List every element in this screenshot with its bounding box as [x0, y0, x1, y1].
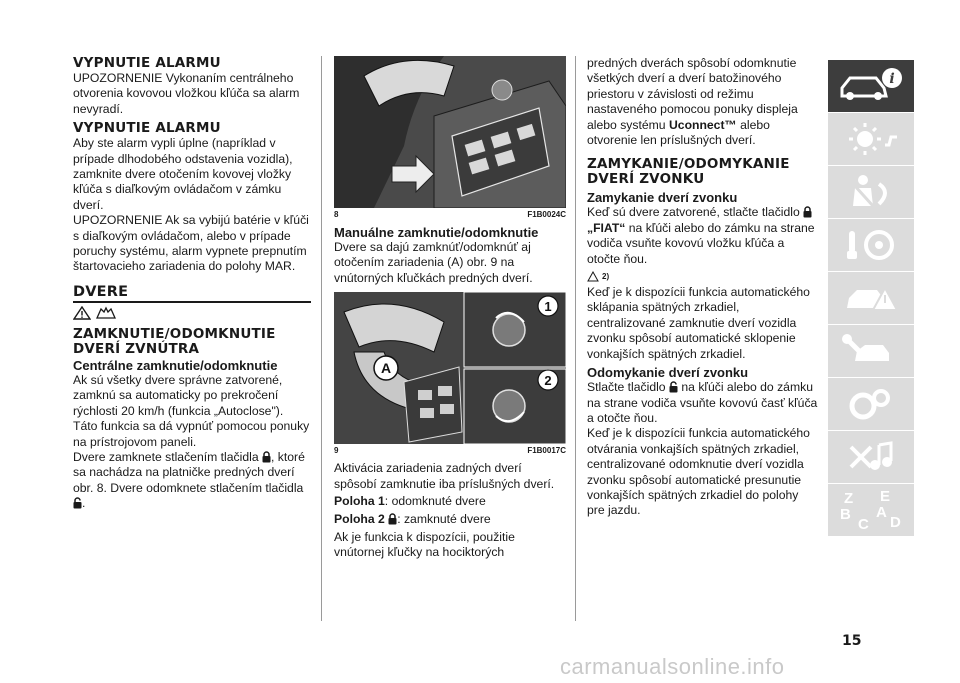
index-letter-e: E [880, 488, 891, 505]
figure-8-number: 8 [334, 210, 339, 219]
figure-9-code: F1B0017C [527, 446, 566, 456]
text-position-1 [334, 494, 566, 509]
figure-9-door-handle [334, 292, 566, 444]
tab-starting-driving[interactable] [828, 219, 914, 271]
tab-warnings[interactable] [828, 272, 914, 324]
tab-dashboard-lights[interactable] [828, 113, 914, 165]
column-divider-2 [575, 56, 576, 621]
text-lock-buttons-a: Dvere zamknete stlačením tlačidla [73, 449, 259, 464]
uconnect-label: Uconnect™ [668, 117, 737, 132]
index-letter-z: Z [844, 490, 854, 507]
watermark: carmanualsonline.info [560, 654, 785, 679]
text-autoclose: Ak sú všetky dvere správne zatvorené, zamknú sa automaticky po prekročení rýchlosti 20 km/h (funkcia „Autoclose"). [73, 372, 284, 418]
tab-car-info[interactable] [828, 60, 914, 112]
warning-triangle-icon [73, 306, 91, 320]
lock-closed-icon [262, 451, 271, 463]
car-info-icon [836, 66, 906, 106]
index-letter-b: B [840, 506, 851, 523]
lock-closed-icon [803, 206, 812, 218]
subheading-lock-outside: Zamykanie dverí zvonku [587, 190, 738, 206]
note-reference [587, 267, 819, 285]
position-2-label: Poloha 2 [334, 512, 385, 527]
section-warning-icons [73, 306, 311, 324]
text-inner-handle: Ak je funkcia k dispozícii, použitie vnútornej kľučky na hociktorých [334, 529, 515, 560]
svg-text:i: i [889, 71, 895, 87]
position-1-label: Poloha 1 [334, 494, 385, 509]
index-letters-icon [836, 487, 906, 533]
heading-lock-inside: ZAMKNUTIE/ODOMKNUTIE DVERÍ ZVNÚTRA [73, 325, 276, 357]
multimedia-icon [841, 437, 901, 477]
figure-9-number: 9 [334, 446, 339, 456]
heading-alarm-off-1: VYPNUTIE ALARMU [73, 55, 221, 71]
index-letter-c: C [858, 516, 869, 533]
tab-maintenance[interactable] [828, 378, 914, 430]
fiat-button-label: „FIAT“ [587, 220, 626, 235]
subheading-central-lock: Centrálne zamknutie/odomknutie [73, 357, 278, 373]
text-front-doors-unlock [587, 56, 819, 148]
car-warning-icon [841, 278, 901, 318]
subheading-manual-lock: Manuálne zamknutie/odomknutie [334, 225, 539, 240]
wrench-car-icon [841, 331, 901, 371]
hand-book-icon [95, 306, 117, 320]
text-lock-outside-a: Keď sú dvere zatvorené, stlačte tlačidlo [587, 205, 800, 220]
column-middle [334, 56, 566, 561]
text-alarm-off: Aby ste alarm vypli úplne (napríklad v prípade dlhodobého odstavenia vozidla), zamknite dvere otočením kovovej vložky kľúča s diaľkovým ovládačom v zámku dverí. [73, 136, 293, 212]
figure-8-caption [334, 210, 566, 219]
column-divider-1 [321, 56, 322, 621]
lock-closed-icon [388, 513, 397, 525]
index-letter-a: A [876, 504, 887, 521]
tab-multimedia[interactable] [828, 431, 914, 483]
text-unlock-outside [587, 380, 819, 426]
note-battery: UPOZORNENIE Ak sa vybijú batérie v kľúči s diaľkovým ovládačom, alebo v prípade poruchy systému, alarm vypnete prepnutím štartovacieho zariadenia do polohy MAR. [73, 213, 309, 274]
figure-8-code: F1B0024C [527, 210, 566, 219]
tab-safety[interactable] [828, 166, 914, 218]
seatbelt-airbag-icon [841, 172, 901, 212]
text-mirrors-fold: Keď je k dispozícii funkcia automatického sklápania spätných zrkadiel, centralizované zamknutie dverí vozidla zvonku spôsobí automatické sklopenie vonkajších spätných zrkadiel. [587, 285, 810, 361]
column-left [73, 56, 311, 512]
page-number: 15 [842, 633, 862, 649]
position-1-text: : odomknuté dvere [384, 494, 486, 509]
position-2-text: : zamknuté dvere [397, 512, 491, 527]
section-rule [73, 301, 311, 303]
text-lock-outside [587, 205, 819, 267]
text-lock-buttons-c: . [82, 496, 86, 511]
figure-9-label-a: A [380, 360, 392, 377]
tab-emergency[interactable] [828, 325, 914, 377]
text-front-doors-a: predných dverách spôsobí odomknutie všetkých dverí a dverí batožinového priestoru v závislosti od režimu nastaveného pomocou ponuky displeja alebo systému [587, 56, 798, 132]
figure-8-door-panel [334, 56, 566, 208]
column-right [587, 56, 819, 519]
text-mirrors-unfold: Keď je k dispozícii funkcia automatického otvárania vonkajších spätných zrkadiel, centralizované odomknutie dverí vozidla zvonku spôsobí automatické presunutie vonkajších spätných zrkadiel do polohy pre jazdu. [587, 426, 810, 518]
text-lock-buttons [73, 450, 311, 512]
figure-9-caption [334, 446, 566, 455]
text-position-2 [334, 512, 566, 527]
subheading-unlock-outside: Odomykanie dverí zvonku [587, 365, 749, 381]
technical-data-icon [841, 384, 901, 424]
text-unlock-outside-a: Stlačte tlačidlo [587, 380, 666, 395]
door-handle-illustration [334, 292, 566, 444]
chapter-tabs [828, 60, 914, 537]
key-steering-icon [841, 225, 901, 265]
heading-lock-outside: ZAMYKANIE/ODOMYKANIE DVERÍ ZVONKU [587, 156, 790, 188]
heading-alarm-off-2: VYPNUTIE ALARMU [73, 120, 221, 137]
text-lock-buttons-b: , ktoré sa nachádza na platničke predných dverí obr. 8. Dvere odomknete stlačením tlačidla [73, 449, 305, 495]
door-panel-illustration [334, 56, 566, 208]
text-manual-lock: Dvere sa dajú zamknúť/odomknúť aj otočením zariadenia (A) obr. 9 na vnútorných kľučkách predných dverí. [334, 240, 533, 285]
lock-open-icon [73, 497, 82, 509]
section-title-doors: DVERE [73, 283, 129, 300]
index-letter-d: D [890, 514, 901, 531]
text-unlock-outside-b: na kľúči alebo do zámku na strane vodiča vsuňte kovovú časť kľúča a otočte ňou. [587, 380, 818, 425]
note-alarm-central: UPOZORNENIE Vykonaním centrálneho otvorenia kovovou vložkou kľúča sa alarm nevyradí. [73, 71, 300, 116]
text-autoclose-off: Táto funkcia sa dá vypnúť pomocou ponuky na prístrojovom paneli. [73, 419, 310, 449]
warning-triangle-icon [587, 271, 599, 282]
tab-index[interactable] [828, 484, 914, 536]
text-lock-outside-b: na kľúči alebo do zámku na strane vodiča vsuňte kovovú vložku kľúča a otočte ňou. [587, 220, 815, 266]
lock-open-icon [669, 381, 678, 393]
text-front-doors-b: alebo otvorenie len príslušných dverí. [587, 117, 770, 148]
note-number: 2) [602, 271, 610, 281]
figure-9-label-1: 1 [544, 299, 552, 315]
figure-9-label-2: 2 [544, 373, 552, 389]
dashboard-lights-icon [841, 119, 901, 159]
text-rear-doors: Aktivácia zariadenia zadných dverí spôsobí zamknutie iba príslušných dverí. [334, 461, 555, 491]
